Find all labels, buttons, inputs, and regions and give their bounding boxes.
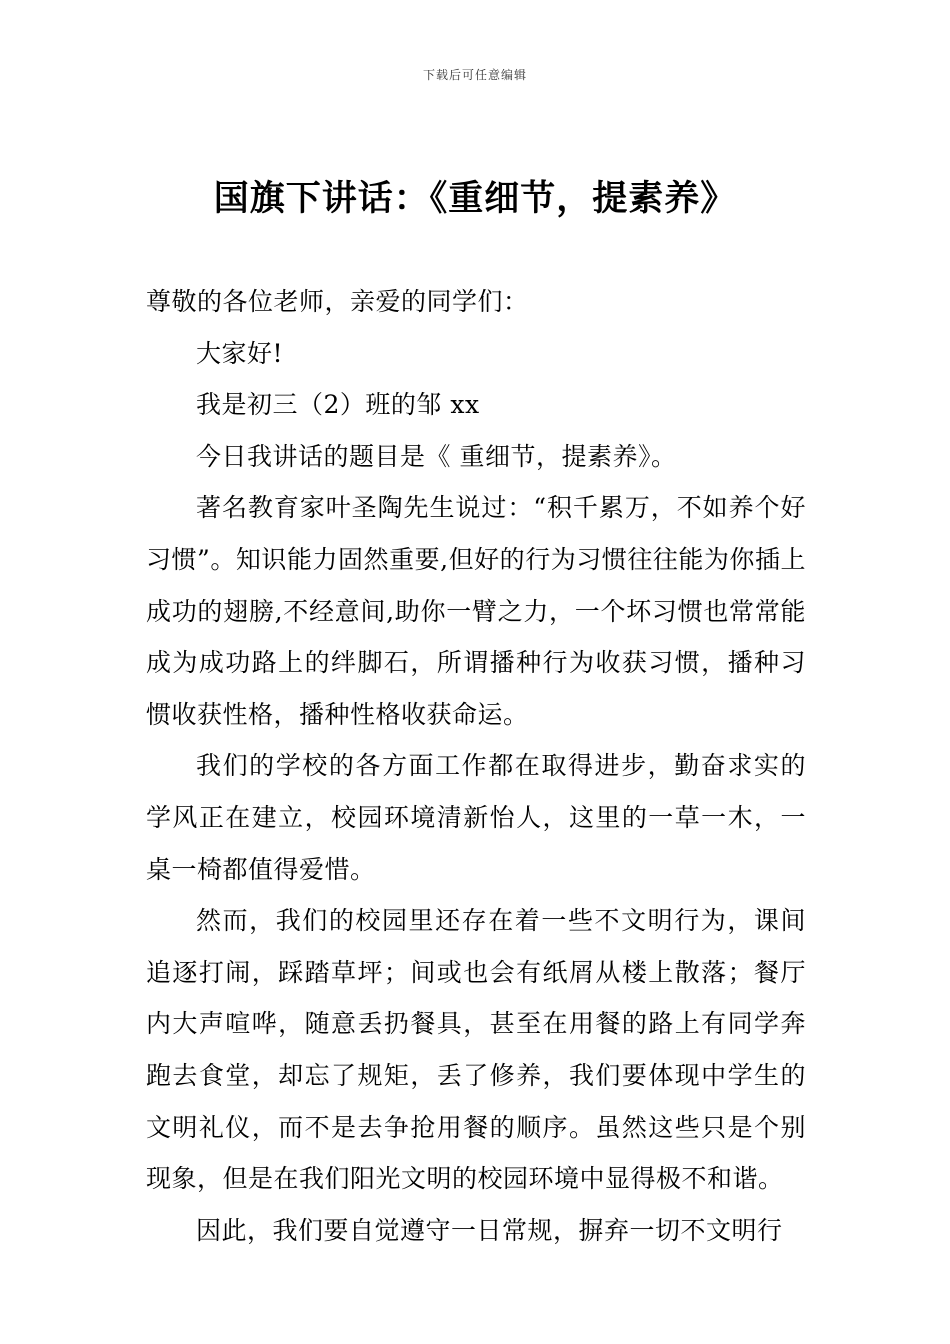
document-body bbox=[146, 276, 806, 1256]
introduction-paragraph: 我是初三（2）班的邹 xx bbox=[196, 390, 480, 420]
conclusion-paragraph: 因此，我们要自觉遵守一日常规，摒弃一切不文明行 bbox=[196, 1215, 783, 1245]
salutation-paragraph: 尊敬的各位老师，亲爱的同学们： bbox=[146, 287, 529, 316]
header-note: 下载后可任意编辑 bbox=[422, 68, 527, 82]
habit-quote-paragraph: 著名教育家叶圣陶先生说过：“积千累万，不如养个好习惯”。知识能力固然重要,但好的行为习惯往往能为你插上成功的翅膀,不经意间,助你一臂之力，一个坏习惯也常常能成为成功路上的绊脚石，所谓播种行为收获习惯，播种习惯收获性格，播种性格收获命运。 bbox=[146, 493, 806, 729]
uncivil-behavior-paragraph: 然而，我们的校园里还存在着一些不文明行为，课间追逐打闹，踩踏草坪；间或也会有纸屑从楼上散落；餐厅内大声喧哗，随意丢扔餐具，甚至在用餐的路上有同学奔跑去食堂，却忘了规矩，丢了修养，我们要体现中学生的文明礼仪，而不是去争抢用餐的顺序。虽然这些只是个别现象，但是在我们阳光文明的校园环境中显得极不和谐。 bbox=[146, 906, 806, 1194]
greeting-paragraph: 大家好! bbox=[196, 338, 284, 368]
school-progress-paragraph: 我们的学校的各方面工作都在取得进步，勤奋求实的学风正在建立，校园环境清新怡人，这里的一草一木，一桌一椅都值得爱惜。 bbox=[146, 751, 806, 884]
topic-paragraph: 今日我讲话的题目是《 重细节，提素养》。 bbox=[196, 441, 677, 471]
document-title: 国旗下讲话：《重细节，提素养》 bbox=[213, 178, 737, 219]
